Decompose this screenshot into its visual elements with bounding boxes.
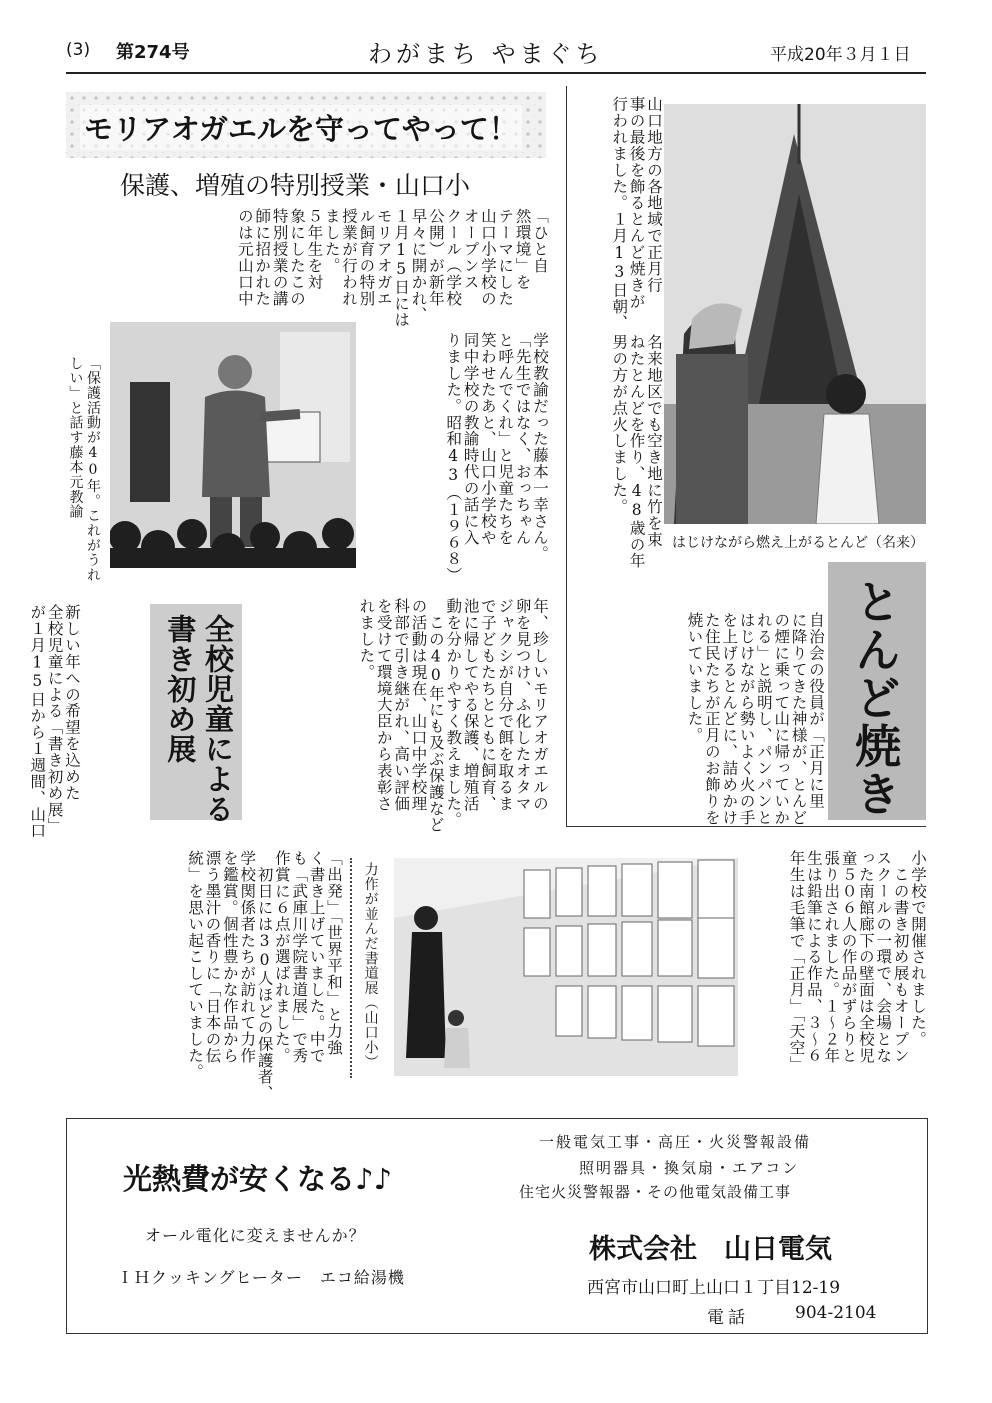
ad-service-1: 一般電気工事・高圧・火災警報設備: [539, 1133, 812, 1151]
tondo-photo-caption: はじけながら燃え上がるとんど（名来）: [672, 535, 924, 551]
ad-line-1: オール電化に変えませんか？: [145, 1226, 366, 1245]
ad-headline: 光熱費が安くなる♪♪: [123, 1162, 393, 1196]
bonfire-illustration: [664, 104, 926, 524]
tondo-title: とんど焼き: [848, 578, 902, 818]
frog-photo: [110, 322, 356, 568]
exhibition-illustration: [394, 858, 738, 1076]
tondo-column-2: 名来地区でも空き地に竹を束 ねたとんどを作り、48歳の年 男の方が点火しました。: [610, 334, 663, 570]
issue-number: 第274号: [116, 42, 190, 63]
frog-column-1: 「ひと自 然環境」を テーマにした 山口小学校の オープンス クール（学校 公開）が新年 早々に開かれ、 １月15日には モリアオガエ ル飼育の特別 授業が行われ ました。 ５年生を対 象にしたこの 特別授業の講 師に招かれた のは元山口中: [235, 208, 549, 329]
ad-service-3: 住宅火災警報器・その他電気設備工事: [519, 1183, 792, 1201]
header-rule: [66, 72, 926, 74]
column-divider: [566, 86, 567, 826]
tondo-column-1: 山口地方の各地域で正月行 事の最後を飾るとんど焼きが 行われました。１月13日朝、: [610, 96, 663, 332]
page-label: (3): [66, 40, 91, 60]
calligraphy-title: 全校児童による 書き初め展: [163, 614, 235, 824]
frog-headline: モリアオガエルを守ってやって！: [80, 105, 522, 150]
frog-column-3: 年、珍しいモリアオガエルの 卵を見つけ、ふ化したオタマ ジャクシが自分で餌を取るま で子どもたちとともに飼育、 池に帰してやる保護、増殖活 動を分かりやすく教えました。 この40年にも及ぶ保護など の活動は現在、山口中学校理 科部で引き継がれ、高い評価 を受けて環境大臣から表彰さ れました。: [357, 598, 549, 834]
ad-address: 西宮市山口町上山口１丁目12-19: [587, 1278, 841, 1298]
frog-photo-caption: 「保護活動が40年。これがうれ しい」と話す藤本元教諭: [67, 356, 101, 583]
ad-service-2: 照明器具・換気扇・エアコン: [579, 1159, 800, 1177]
calligraphy-photo-caption: 力作が並んだ書道展（山口小）: [362, 862, 379, 1070]
teacher-illustration: [110, 322, 356, 568]
calligraphy-column-2: 小学校で開催されました。 この書き初め展もオープン スクールの一環で、会場とな った南館廊下の壁面は全校児 童５０６人の作品がずらりと 張り出されました。１～２年 生は鉛筆による作品、３～６ 年生は毛筆で「正月」「天空」: [787, 850, 927, 1073]
ad-company: 株式会社 山日電気: [589, 1234, 832, 1265]
tondo-photo: [664, 104, 926, 524]
frog-column-2: 学校教諭だった藤本一幸さん。 「先生ではなく、おっちゃん と呼んでくれ」と児童たちを 笑わせたあと、山口小学校や 同中学校の教諭時代の話に入 りました。昭和43（１９６８）: [444, 332, 549, 584]
tondo-column-3: 自治会の役員が「正月に里 に降りてきた神様が、とんど の煙に乗って山に帰っていか れる」と説明し、パンパンと はじけながら勢いよく火の手 を上げるとんどに、詰めかけ た住民たちが正月のお飾りを 焼いていました。: [685, 612, 825, 826]
frog-headline-box: [66, 92, 546, 158]
calligraphy-title-box: [150, 604, 242, 824]
frog-subheadline: 保護、増殖の特別授業・山口小: [120, 171, 471, 200]
calligraphy-photo: [394, 858, 738, 1076]
calligraphy-column-3: 「出発」「世界平和」と力強 く書き上げていました。中で も「武庫川学院書道展」で秀 作賞に６点が選ばれました。 初日には30人ほどの保護者、 学校関係者たちが訪れて力作 を鑑賞。個性豊かな作品から 漂う墨汁の香りに「日本の伝 統」を思い起こしていました。: [186, 850, 343, 1102]
issue-date: 平成20年３月１日: [770, 45, 911, 65]
calligraphy-dotted-rule: [350, 858, 352, 1078]
ad-line-2: ＩＨクッキングヒーター エコ給湯機: [117, 1268, 405, 1287]
tondo-title-box: [828, 562, 926, 820]
calligraphy-column-1: 新しい年への希望を込めた 全校児童による「書き初め展」 が１月15日から１週間、山口: [28, 604, 81, 840]
paper-title: わがまち やまぐち: [368, 40, 604, 68]
ad-phone-label: 電話: [707, 1308, 749, 1328]
ad-phone: 904-2104: [795, 1303, 877, 1323]
tondo-bottom-rule: [566, 826, 926, 827]
advertisement-box: [66, 1118, 928, 1334]
